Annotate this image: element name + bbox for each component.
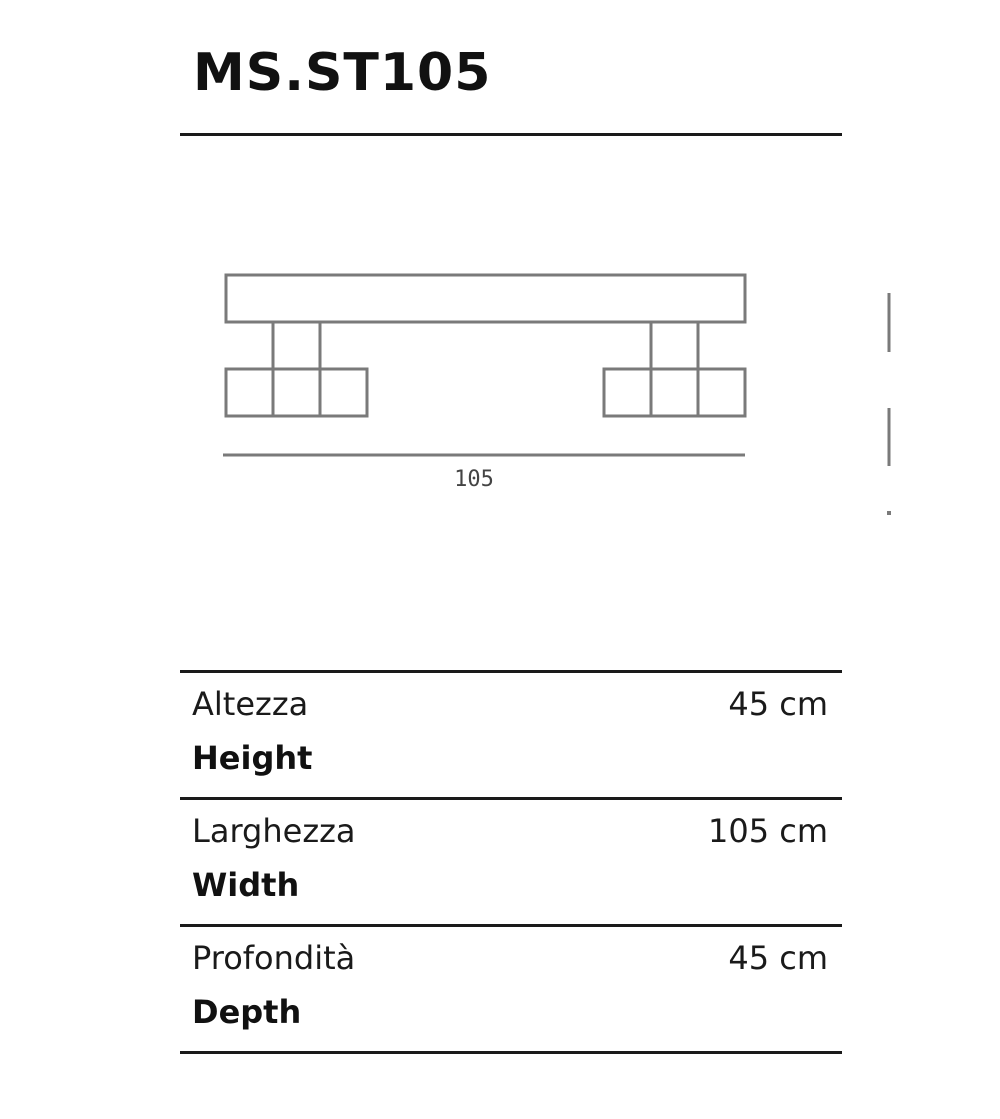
spec-label-it: Larghezza bbox=[192, 812, 356, 850]
specs-table bbox=[180, 670, 842, 1054]
bench-top bbox=[226, 275, 745, 322]
left-block-3 bbox=[320, 369, 367, 416]
spec-label-it: Altezza bbox=[192, 685, 309, 723]
right-block-1 bbox=[604, 369, 651, 416]
product-title: MS.ST105 bbox=[193, 43, 492, 103]
spec-row-height bbox=[180, 670, 842, 797]
spec-value: 105 cm bbox=[707, 812, 828, 850]
left-block-2 bbox=[273, 369, 320, 416]
side-view-fragment-dot bbox=[887, 511, 891, 515]
spec-label-en: Depth bbox=[192, 993, 302, 1031]
spec-value: 45 cm bbox=[728, 939, 828, 977]
right-block-3 bbox=[698, 369, 745, 416]
spec-row-width bbox=[180, 797, 842, 924]
left-leg-upper bbox=[273, 322, 320, 369]
spec-label-en: Height bbox=[192, 739, 313, 777]
right-leg-upper bbox=[651, 322, 698, 369]
spec-label-it: Profondità bbox=[192, 939, 356, 977]
right-block-2 bbox=[651, 369, 698, 416]
left-block-1 bbox=[226, 369, 273, 416]
dimension-label: 105 bbox=[454, 467, 494, 492]
spec-label-en: Width bbox=[192, 866, 300, 904]
spec-row-depth bbox=[180, 924, 842, 1054]
spec-value: 45 cm bbox=[728, 685, 828, 723]
